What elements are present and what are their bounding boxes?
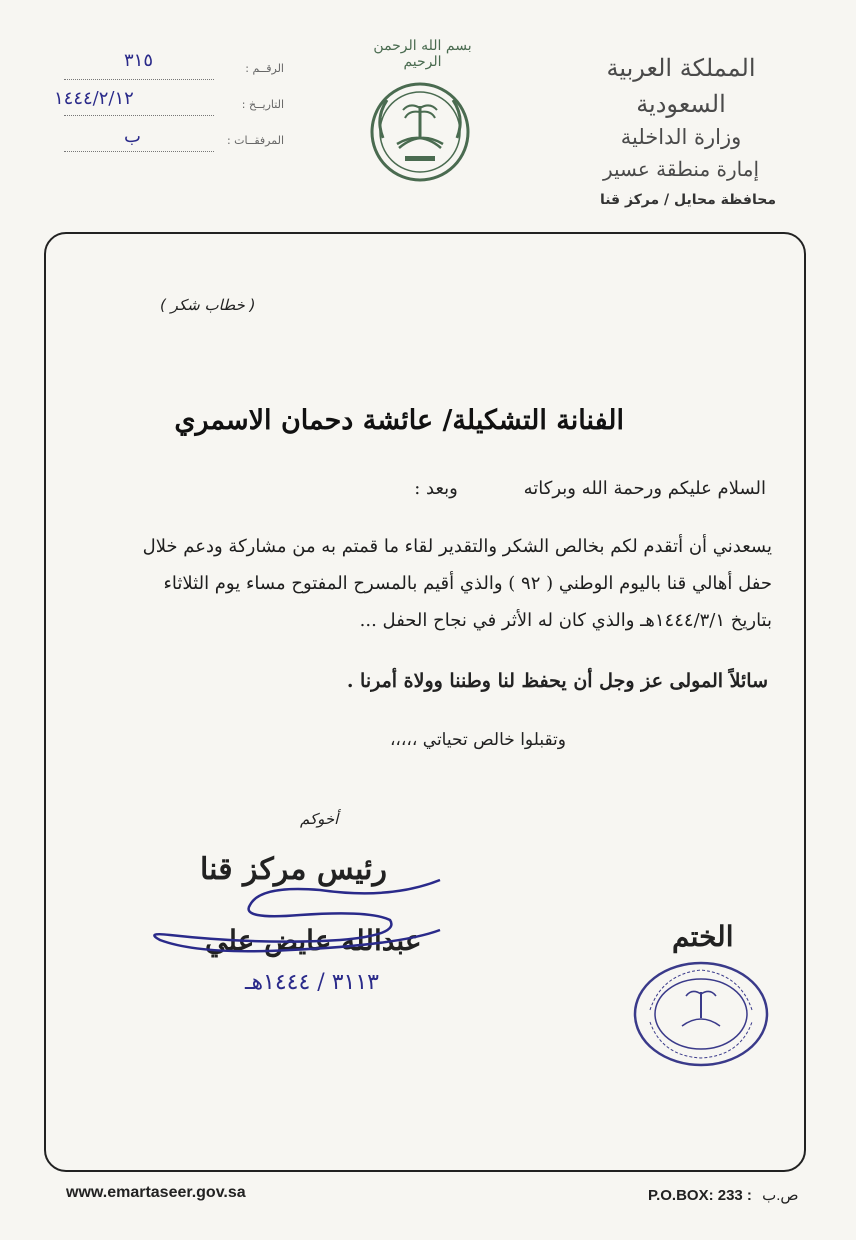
ref-number-label: الرقــم : [245, 62, 284, 75]
footer-website: www.emartaseer.gov.sa [66, 1184, 246, 1201]
footer-pobox [648, 1186, 799, 1204]
pobox-arabic-label: ص.ب [762, 1187, 799, 1204]
ref-date-value: ١٤٤٤/٢/١٢ [54, 88, 134, 109]
governorate-label: محافظة محايل / مركز قنا [599, 192, 776, 208]
basmala: بسم الله الرحمن الرحيم [373, 38, 472, 70]
ref-number-line [64, 79, 214, 80]
signatory-reference: ٣١١٣ / ١٤٤٤هـ [245, 970, 379, 995]
letter-regards: أخوكم [300, 810, 339, 828]
ref-number-row [44, 50, 284, 82]
paragraph-line: يسعدني أن أتقدم لكم بخالص الشكر والتقدير لقاء ما قمتم به من مشاركة ودعم خلال [142, 536, 772, 557]
paragraph-line: بتاريخ ١٤٤٤/٣/١هـ والذي كان له الأثر في نجاح الحفل ... [359, 610, 772, 631]
pobox-text: P.O.BOX: 233 : [648, 1187, 752, 1204]
handwritten-signature [140, 860, 470, 970]
letter-paragraph [82, 528, 772, 639]
letter-closing: وتقبلوا خالص تحياتي ،،،،، [389, 730, 566, 750]
seal-label: الختم [672, 920, 734, 953]
saudi-emblem-icon [365, 78, 475, 186]
greeting-text: السلام عليكم ورحمة الله وبركاته [523, 478, 766, 499]
ref-date-label: التاريــخ : [241, 98, 284, 111]
ref-number-value: ٣١٥ [124, 50, 154, 71]
ministry-line-ministry: وزارة الداخلية [620, 125, 742, 149]
ministry-header [576, 50, 786, 184]
letter-prayer: سائلاً المولى عز وجل أن يحفظ لنا وطننا وولاة أمرنا . [346, 670, 768, 692]
ref-attachments-line [64, 151, 214, 152]
ministry-line-emirate: إمارة منطقة عسير [602, 156, 760, 181]
letter-subject: ( خطاب شكر ) [160, 296, 256, 314]
greeting-after: وبعد : [414, 478, 458, 499]
ref-attachments-label: المرفقــات : [226, 134, 284, 147]
ref-date-row [44, 88, 284, 118]
signatory-title: رئيس مركز قنا [200, 852, 388, 887]
letter-addressee: الفنانة التشكيلة/ عائشة دحمان الاسمري [174, 405, 624, 436]
official-seal-icon [632, 960, 770, 1068]
signatory-name: عبدالله عايض علي [205, 924, 422, 957]
letter-greeting [414, 478, 766, 499]
ref-attachments-row [44, 126, 284, 154]
ref-date-line [64, 115, 214, 116]
paragraph-line: حفل أهالي قنا باليوم الوطني ( ٩٢ ) والذي أقيم بالمسرح المفتوح مساء يوم الثلاثاء [163, 573, 772, 594]
ministry-line-country: المملكة العربية السعودية [606, 54, 756, 118]
ref-attachments-value: ب [124, 126, 141, 147]
